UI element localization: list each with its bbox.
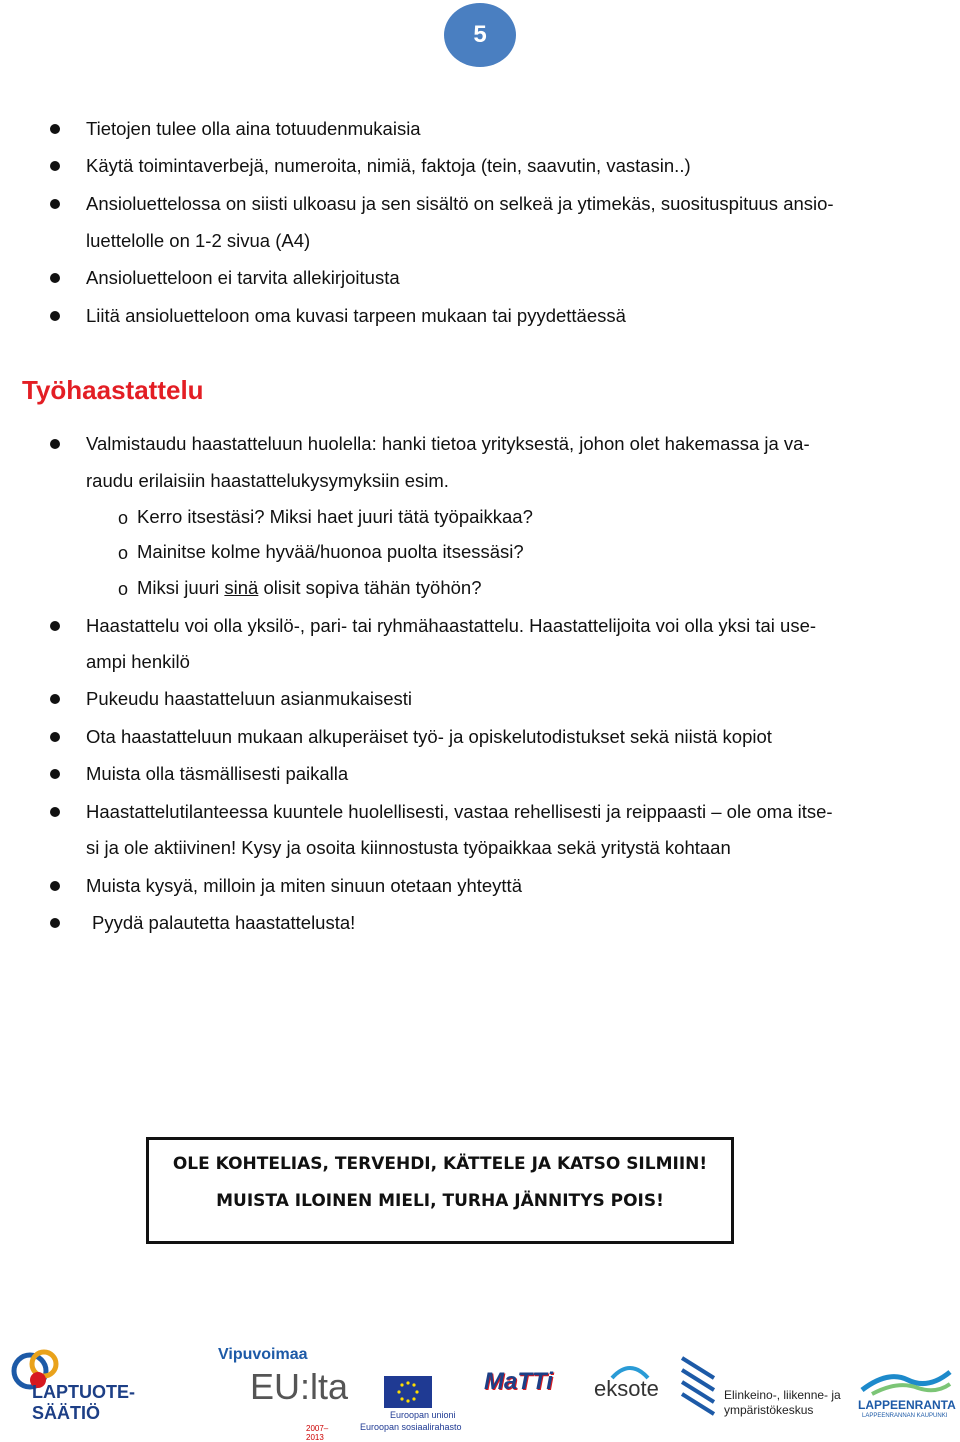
list-item-continuation: ampi henkilö bbox=[86, 651, 190, 672]
list-item: Haastattelu voi olla yksilö-, pari- tai ryhmähaastattelu. Haastattelijoita voi olla yksi tai use- bbox=[86, 615, 817, 636]
bullet-icon bbox=[50, 918, 60, 928]
sub-list-item bbox=[137, 576, 482, 600]
sub-text: Miksi juuri bbox=[137, 577, 225, 598]
bullet-icon bbox=[50, 273, 60, 283]
bullet-icon bbox=[50, 694, 60, 704]
sponsor-logos bbox=[0, 1340, 960, 1442]
matti-name: MaTTi bbox=[484, 1368, 553, 1395]
reminder-line: MUISTA ILOINEN MIELI, TURHA JÄNNITYS POIS! bbox=[216, 1191, 664, 1211]
list-item: Valmistaudu haastatteluun huolella: hanki tietoa yrityksestä, johon olet hakemassa ja va- bbox=[86, 433, 810, 454]
bullet-icon bbox=[50, 732, 60, 742]
list-item: Käytä toimintaverbejä, numeroita, nimiä, faktoja (tein, saavutin, vastasin..) bbox=[86, 155, 691, 176]
vipuvoimaa-eu: EU:lta bbox=[250, 1366, 349, 1407]
eu-flag-icon bbox=[384, 1376, 432, 1408]
lappeenranta-name: LAPPEENRANTA bbox=[858, 1398, 956, 1412]
list-item-continuation: si ja ole aktiivinen! Kysy ja osoita kiinnostusta työpaikkaa sekä yritystä kohtaan bbox=[86, 837, 731, 858]
bullet-icon bbox=[50, 621, 60, 631]
bullet-icon bbox=[50, 769, 60, 779]
matti-logo bbox=[484, 1368, 556, 1408]
reminder-box bbox=[146, 1137, 734, 1244]
list-item: Ansioluettelossa on siisti ulkoasu ja sen sisältö on selkeä ja ytimekäs, suosituspituus ansio- bbox=[86, 193, 834, 214]
bullet-icon bbox=[50, 807, 60, 817]
eu-logo bbox=[358, 1370, 464, 1436]
sub-list-item: Kerro itsestäsi? Miksi haet juuri tätä työpaikkaa? bbox=[137, 506, 533, 527]
vipuvoimaa-years: 2007–2013 bbox=[306, 1424, 329, 1442]
list-item-continuation: luettelolle on 1-2 sivua (A4) bbox=[86, 230, 311, 251]
list-item: Tietojen tulee olla aina totuudenmukaisia bbox=[86, 118, 421, 139]
sub-text: olisit sopiva tähän työhön? bbox=[258, 577, 482, 598]
eu-stars-icon bbox=[384, 1376, 432, 1408]
laptuote-logo bbox=[4, 1346, 194, 1423]
eu-text-2: Euroopan sosiaalirahasto bbox=[360, 1422, 462, 1432]
vipuvoimaa-title: Vipuvoimaa bbox=[218, 1346, 308, 1363]
vipuvoimaa-logo bbox=[216, 1344, 349, 1442]
reminder-line: OLE KOHTELIAS, TERVEHDI, KÄTTELE JA KATSO SILMIIN! bbox=[172, 1154, 708, 1174]
ely-stripes-icon bbox=[678, 1348, 722, 1418]
eu-text-1: Euroopan unioni bbox=[390, 1410, 456, 1420]
section-heading: Työhaastattelu bbox=[22, 375, 204, 405]
list-item: Muista olla täsmällisesti paikalla bbox=[86, 763, 349, 784]
eksote-logo bbox=[592, 1362, 672, 1412]
list-item: Haastattelutilanteessa kuuntele huolellisesti, vastaa rehellisesti ja reippaasti – ole oma itse- bbox=[86, 801, 833, 822]
sub-bullet-marker: o bbox=[118, 543, 129, 563]
bullet-icon bbox=[50, 881, 60, 891]
bullet-icon bbox=[50, 124, 60, 134]
lappeenranta-wave-icon bbox=[858, 1366, 954, 1396]
page-number-badge: 5 bbox=[444, 3, 516, 67]
bullet-icon bbox=[50, 439, 60, 449]
sub-bullet-marker: o bbox=[118, 508, 129, 528]
list-item-continuation: raudu erilaisiin haastattelukysymyksiin esim. bbox=[86, 470, 449, 491]
list-item: Pyydä palautetta haastattelusta! bbox=[92, 912, 356, 933]
list-item: Pukeudu haastatteluun asianmukaisesti bbox=[86, 688, 413, 709]
list-item: Liitä ansioluetteloon oma kuvasi tarpeen mukaan tai pyydettäessä bbox=[86, 305, 626, 326]
list-item: Ansioluetteloon ei tarvita allekirjoitusta bbox=[86, 267, 400, 288]
sub-bullet-marker: o bbox=[118, 579, 129, 599]
underlined-word: sinä bbox=[224, 577, 259, 598]
sub-list-item: Mainitse kolme hyvää/huonoa puolta itsessäsi? bbox=[137, 541, 524, 562]
eksote-name: eksote bbox=[594, 1376, 659, 1401]
bullet-icon bbox=[50, 311, 60, 321]
lappeenranta-logo bbox=[856, 1366, 958, 1426]
ely-logo bbox=[676, 1348, 848, 1428]
bullet-icon bbox=[50, 161, 60, 171]
ely-text-1: Elinkeino-, liikenne- ja bbox=[724, 1388, 841, 1402]
lappeenranta-sub: LAPPEENRANNAN KAUPUNKI bbox=[862, 1413, 948, 1419]
list-item: Muista kysyä, milloin ja miten sinuun otetaan yhteyttä bbox=[86, 875, 522, 896]
ely-text-2: ympäristökeskus bbox=[724, 1403, 814, 1417]
list-item: Ota haastatteluun mukaan alkuperäiset työ- ja opiskelutodistukset sekä niistä kopiot bbox=[86, 726, 772, 747]
laptuote-name: LAPTUOTE-SÄÄTIÖ bbox=[32, 1382, 135, 1423]
bullet-icon bbox=[50, 199, 60, 209]
